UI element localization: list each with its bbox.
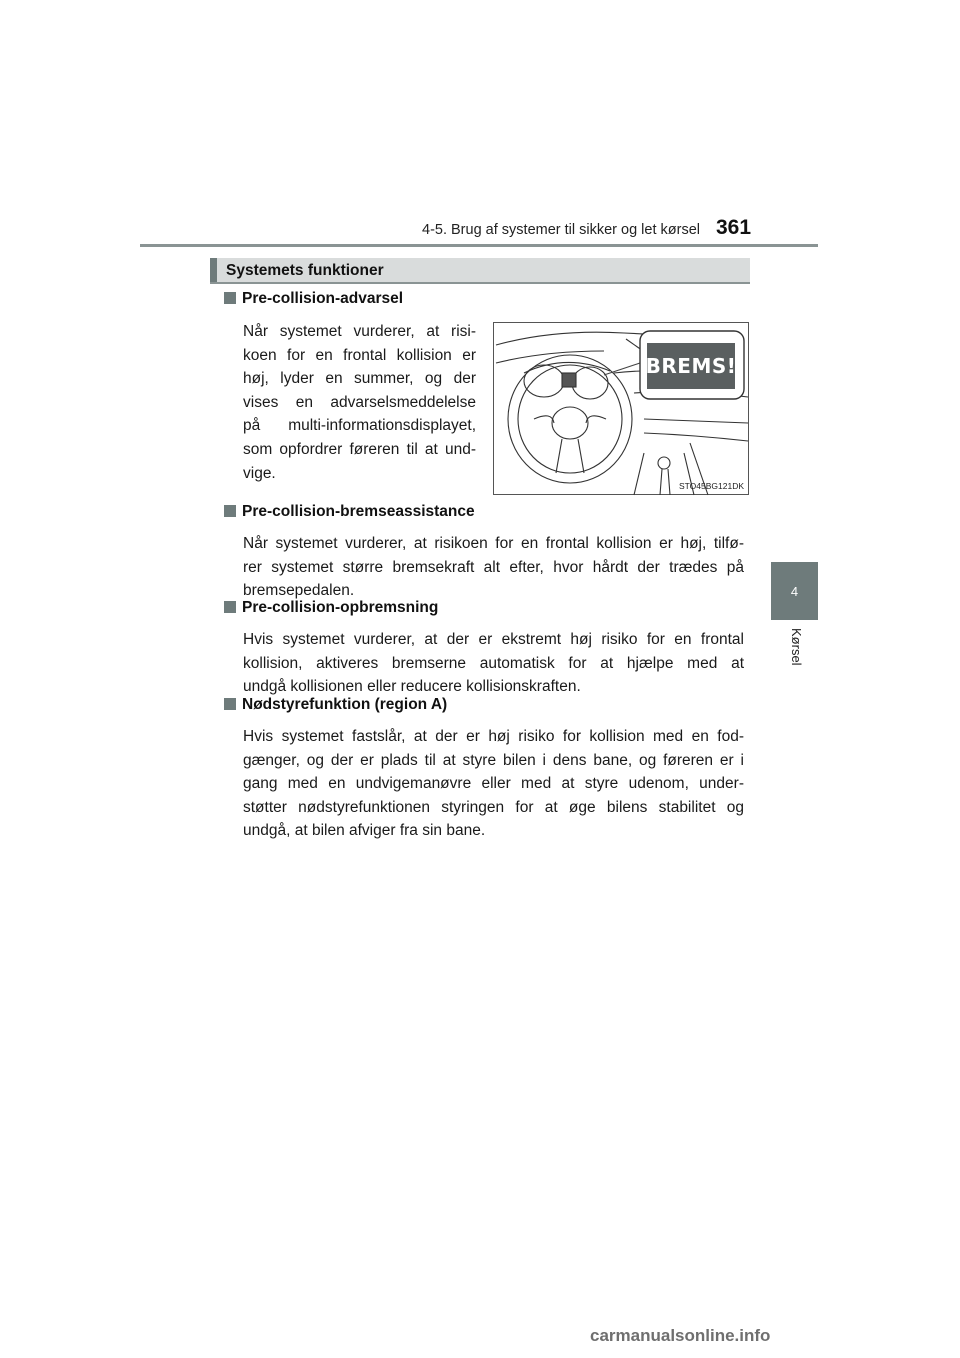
square-bullet-icon: [224, 698, 236, 710]
body-line: undgå kollisionen eller reducere kollisionskraften.: [243, 678, 581, 696]
body-line: Hvis systemet vurderer, at der er ekstremt høj risiko for en frontal: [243, 631, 744, 648]
section-heading: [210, 258, 750, 284]
body-line: Når systemet vurderer, at risi-: [243, 323, 476, 340]
body-line: Når systemet vurderer, at risikoen for en frontal kollision er høj, tilfø-: [243, 535, 744, 552]
item-title-text: Pre-collision-opbremsning: [242, 599, 439, 616]
chapter-tab[interactable]: 4: [771, 562, 818, 620]
dashboard-illustration: [493, 322, 749, 495]
chapter-tab-label: Kørsel: [789, 628, 804, 666]
body-line: rer systemet større bremsekraft alt efter, hvor hårdt der trædes på: [243, 558, 744, 576]
square-bullet-icon: [224, 292, 236, 304]
item-title-pre-collision-warning: [224, 290, 403, 308]
item-title-emergency-steering: [224, 696, 447, 714]
brems-display: [647, 343, 735, 389]
item-body-brake-assist: [243, 532, 744, 603]
item-body-emergency-steering: [243, 725, 744, 843]
item-body-pre-collision-warning: [243, 320, 476, 485]
item-title-text: Pre-collision-bremseassistance: [242, 503, 475, 520]
item-body-pre-collision-braking: [243, 628, 744, 699]
body-line: vises en advarselsmeddelelse: [243, 393, 476, 411]
body-line: kollision, aktiveres bremserne automatisk for at hjælpe med at: [243, 654, 744, 672]
body-line: på multi-informationsdisplayet,: [243, 417, 476, 435]
watermark: carmanualsonline.info: [590, 1326, 771, 1345]
section-title: Systemets funktioner: [226, 262, 384, 279]
brems-warning-text: BREMS!: [645, 354, 737, 378]
item-title-brake-assist: [224, 503, 475, 521]
body-line: Hvis systemet fastslår, at der er høj risiko for kollision med en fod-: [243, 728, 744, 745]
body-line: undgå, at bilen afviger fra sin bane.: [243, 822, 486, 840]
square-bullet-icon: [224, 505, 236, 517]
body-line: vige.: [243, 464, 276, 482]
item-title-text: Nødstyrefunktion (region A): [242, 696, 448, 713]
item-title-pre-collision-braking: [224, 599, 438, 617]
body-line: gænger, og der er plads til at styre bilen i dens bane, og føreren er i: [243, 751, 744, 769]
header-divider: [140, 244, 818, 247]
body-line: koen for en frontal kollision er: [243, 346, 476, 364]
figure-code: STO45BG121DK: [678, 481, 744, 491]
body-line: bremsepedalen.: [243, 582, 355, 600]
item-title-text: Pre-collision-advarsel: [242, 290, 404, 307]
page-number: 361: [716, 216, 752, 239]
body-line: høj, lyder en summer, og der: [243, 370, 476, 388]
body-line: gang med en undvigemanøvre eller med at styre udenom, under-: [243, 775, 744, 793]
square-bullet-icon: [224, 601, 236, 613]
body-line: støtter nødstyrefunktionen styringen for at øge bilens stabilitet og: [243, 798, 744, 816]
chapter-header: 4-5. Brug af systemer til sikker og let kørsel: [422, 222, 700, 238]
body-line: som opfordrer føreren til at und-: [243, 440, 476, 458]
